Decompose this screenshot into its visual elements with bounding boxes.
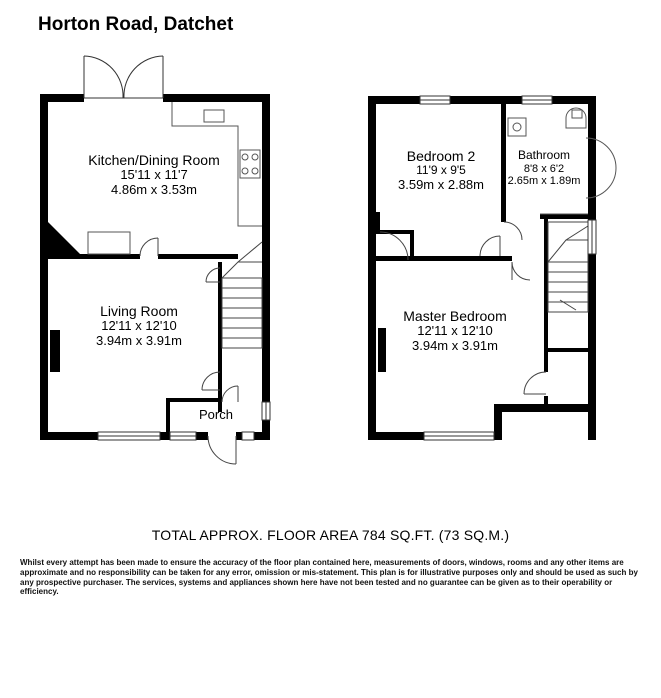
room-imperial: 11'9 x 9'5 bbox=[416, 163, 466, 178]
room-label-bedroom2 bbox=[382, 148, 500, 193]
room-name: Kitchen/Dining Room bbox=[88, 152, 220, 168]
room-imperial: 15'11 x 11'7 bbox=[120, 167, 188, 183]
room-name: Bathroom bbox=[517, 148, 571, 162]
room-label-bathroom bbox=[506, 149, 582, 188]
room-metric: 2.65m x 1.89m bbox=[507, 175, 581, 188]
room-label-kitchen bbox=[60, 152, 248, 198]
room-metric: 3.94m x 3.91m bbox=[96, 333, 182, 349]
french-doors bbox=[84, 56, 163, 98]
room-label-master bbox=[390, 308, 520, 354]
room-imperial: 12'11 x 12'10 bbox=[417, 323, 493, 339]
room-name: Master Bedroom bbox=[403, 308, 507, 324]
ground-floor bbox=[40, 56, 270, 464]
room-imperial: 8'8 x 6'2 bbox=[523, 162, 565, 175]
room-name: Bedroom 2 bbox=[406, 148, 476, 164]
room-metric: 3.94m x 3.91m bbox=[412, 338, 498, 354]
room-label-porch bbox=[178, 408, 254, 423]
first-stairs bbox=[548, 222, 588, 312]
room-metric: 3.59m x 2.88m bbox=[398, 176, 484, 192]
room-metric: 4.86m x 3.53m bbox=[111, 182, 197, 198]
room-imperial: 12'11 x 12'10 bbox=[101, 318, 177, 334]
disclaimer-text: Whilst every attempt has been made to ensure the accuracy of the floor plan contained here, measurements of doors, windows, rooms and any other items are approximate and no responsibility can be taken for any error, omission or mis-statement. This plan is for illustrative purposes only and should be used as such by any prospective purchaser. The services, systems and appliances shown here have not been tested and no guarantee can be given as to their operability or efficiency. bbox=[20, 558, 638, 597]
room-label-living bbox=[60, 303, 218, 349]
ground-doors bbox=[140, 238, 238, 464]
ground-outer-walls bbox=[40, 94, 270, 440]
room-name: Living Room bbox=[100, 303, 178, 319]
plan-title: Horton Road, Datchet bbox=[38, 14, 234, 35]
room-name: Porch bbox=[199, 407, 233, 422]
total-floor-area: TOTAL APPROX. FLOOR AREA 784 SQ.FT. (73 SQ.M.) bbox=[151, 527, 510, 543]
